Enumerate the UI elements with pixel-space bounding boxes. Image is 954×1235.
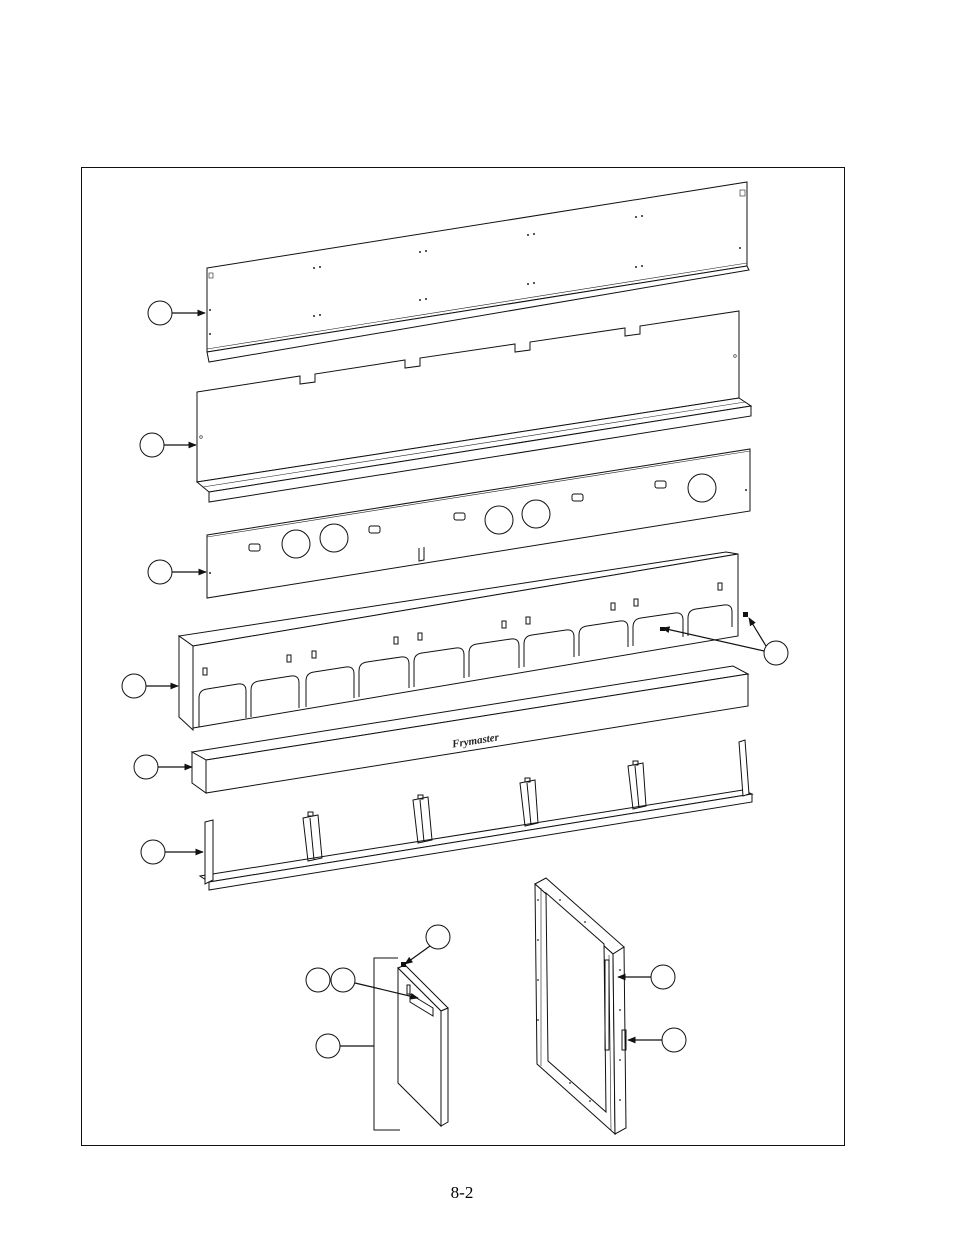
callout-7 <box>141 840 203 864</box>
callout-6 <box>134 755 192 779</box>
page-number: 8-2 <box>450 1183 474 1202</box>
callout-13 <box>628 1028 686 1052</box>
callout-8 <box>405 925 450 964</box>
side-frame-panel <box>535 878 626 1134</box>
brand-logo-text: Frymaster <box>451 731 500 751</box>
callout-2 <box>140 433 196 457</box>
callout-3 <box>148 560 206 584</box>
callout-11 <box>316 1034 374 1058</box>
callout-1 <box>148 301 205 325</box>
callout-4 <box>122 674 178 698</box>
callout-12 <box>618 965 675 989</box>
callout-9 <box>306 968 330 992</box>
door-assembly-bracket <box>374 958 400 1130</box>
small-door <box>398 962 448 1126</box>
